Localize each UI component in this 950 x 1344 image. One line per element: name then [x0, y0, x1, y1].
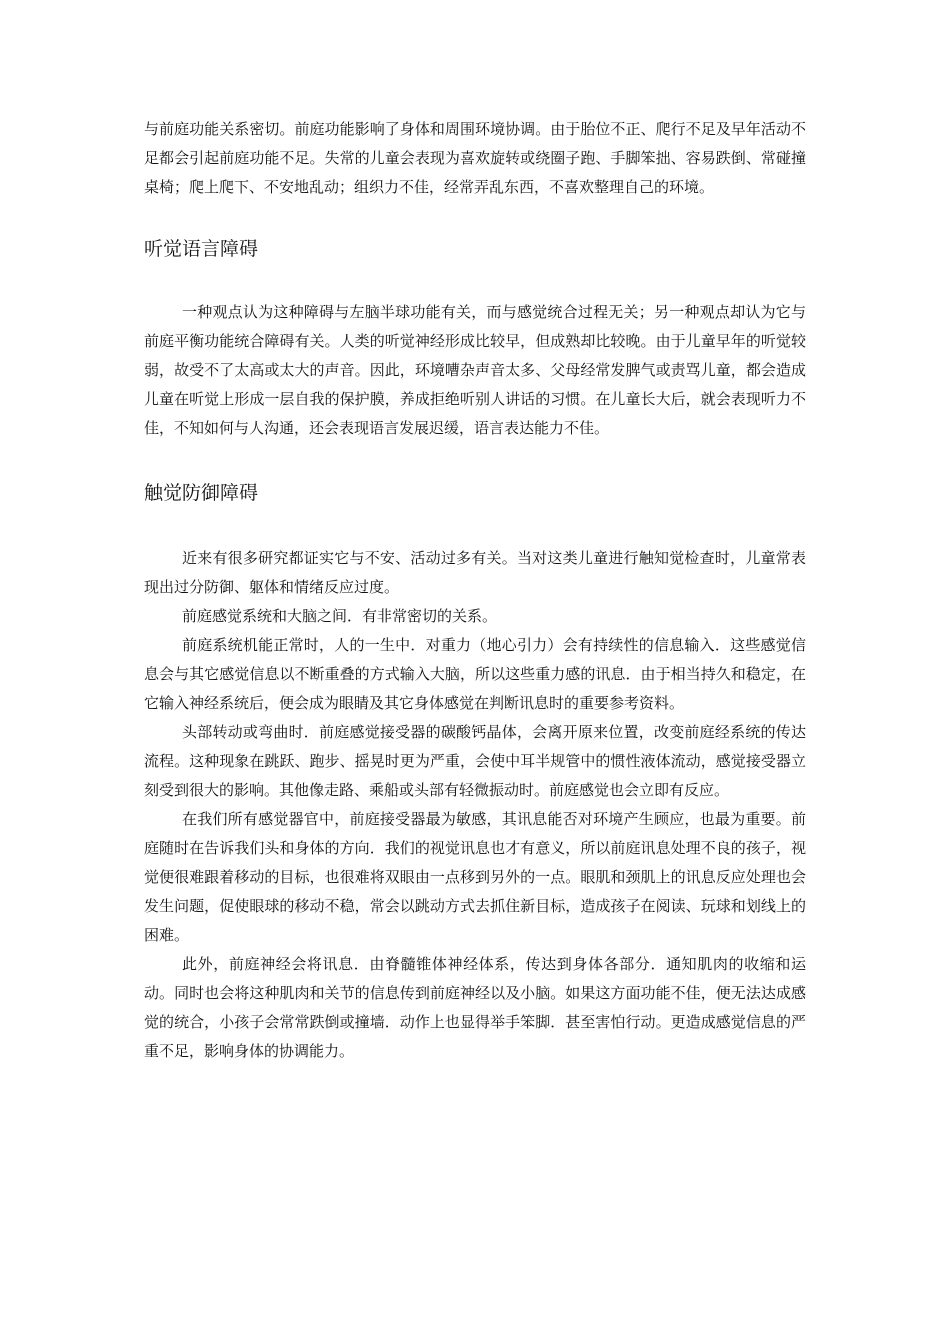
tactile-paragraph-6: 此外，前庭神经会将讯息．由脊髓锥体神经体系，传达到身体各部分．通知肌肉的收缩和运动。同时也会将这种肌肉和关节的信息传到前庭神经以及小脑。如果这方面功能不佳，便无法达成感觉的统合，小孩子会常常跌倒或撞墙．动作上也显得举手笨脚．甚至害怕行动。更造成感觉信息的严重不足，影响身体的协调能力。 — [144, 955, 806, 1060]
tactile-paragraph-3: 前庭系统机能正常时，人的一生中．对重力（地心引力）会有持续性的信息输入．这些感觉信息会与其它感觉信息以不断重叠的方式输入大脑，所以这些重力感的讯息．由于相当持久和稳定，在它输入神经系统后，便会成为眼睛及其它身体感觉在判断讯息时的重要参考资料。 — [144, 636, 806, 712]
document-body — [144, 115, 806, 1066]
intro-paragraph: 与前庭功能关系密切。前庭功能影响了身体和周围环境协调。由于胎位不正、爬行不足及早年活动不足都会引起前庭功能不足。失常的儿童会表现为喜欢旋转或绕圈子跑、手脚笨拙、容易跌倒、常碰撞桌椅；爬上爬下、不安地乱动；组织力不佳，经常弄乱东西，不喜欢整理自己的环境。 — [144, 120, 806, 196]
tactile-paragraph-5: 在我们所有感觉器官中，前庭接受器最为敏感，其讯息能否对环境产生顾应，也最为重要。前庭随时在告诉我们头和身体的方向．我们的视觉讯息也才有意义，所以前庭讯息处理不良的孩子，视觉便很难跟着移动的目标，也很难将双眼由一点移到另外的一点。眼肌和颈肌上的讯息反应处理也会发生问题，促使眼球的移动不稳，常会以跳动方式去抓住新目标，造成孩子在阅读、玩球和划线上的困难。 — [144, 810, 806, 944]
auditory-paragraph: 一种观点认为这种障碍与左脑半球功能有关，而与感觉统合过程无关；另一种观点却认为它与前庭平衡功能统合障碍有关。人类的听觉神经形成比较早，但成熟却比较晚。由于儿童早年的听觉较弱，故受不了太高或太大的声音。因此，环境嘈杂声音太多、父母经常发脾气或责骂儿童，都会造成儿童在听觉上形成一层自我的保护膜，养成拒绝听别人讲话的习惯。在儿童长大后，就会表现听力不佳，不知如何与人沟通，还会表现语言发展迟缓，语言表达能力不佳。 — [144, 303, 806, 437]
heading-auditory-language-disorder: 听觉语言障碍 — [144, 238, 259, 260]
tactile-paragraph-2: 前庭感觉系统和大脑之间．有非常密切的关系。 — [182, 607, 498, 625]
heading-tactile-defense-disorder: 触觉防御障碍 — [144, 482, 259, 504]
tactile-paragraph-1: 近来有很多研究都证实它与不安、活动过多有关。当对这类儿童进行触知觉检查时，儿童常表现出过分防御、躯体和情绪反应过度。 — [144, 549, 806, 596]
tactile-paragraph-4: 头部转动或弯曲时．前庭感觉接受器的碳酸钙晶体，会离开原来位置，改变前庭经系统的传达流程。这种现象在跳跃、跑步、摇晃时更为严重，会使中耳半规管中的惯性液体流动，感觉接受器立刻受到很大的影响。其他像走路、乘船或头部有轻微振动时。前庭感觉也会立即有反应。 — [144, 723, 806, 799]
